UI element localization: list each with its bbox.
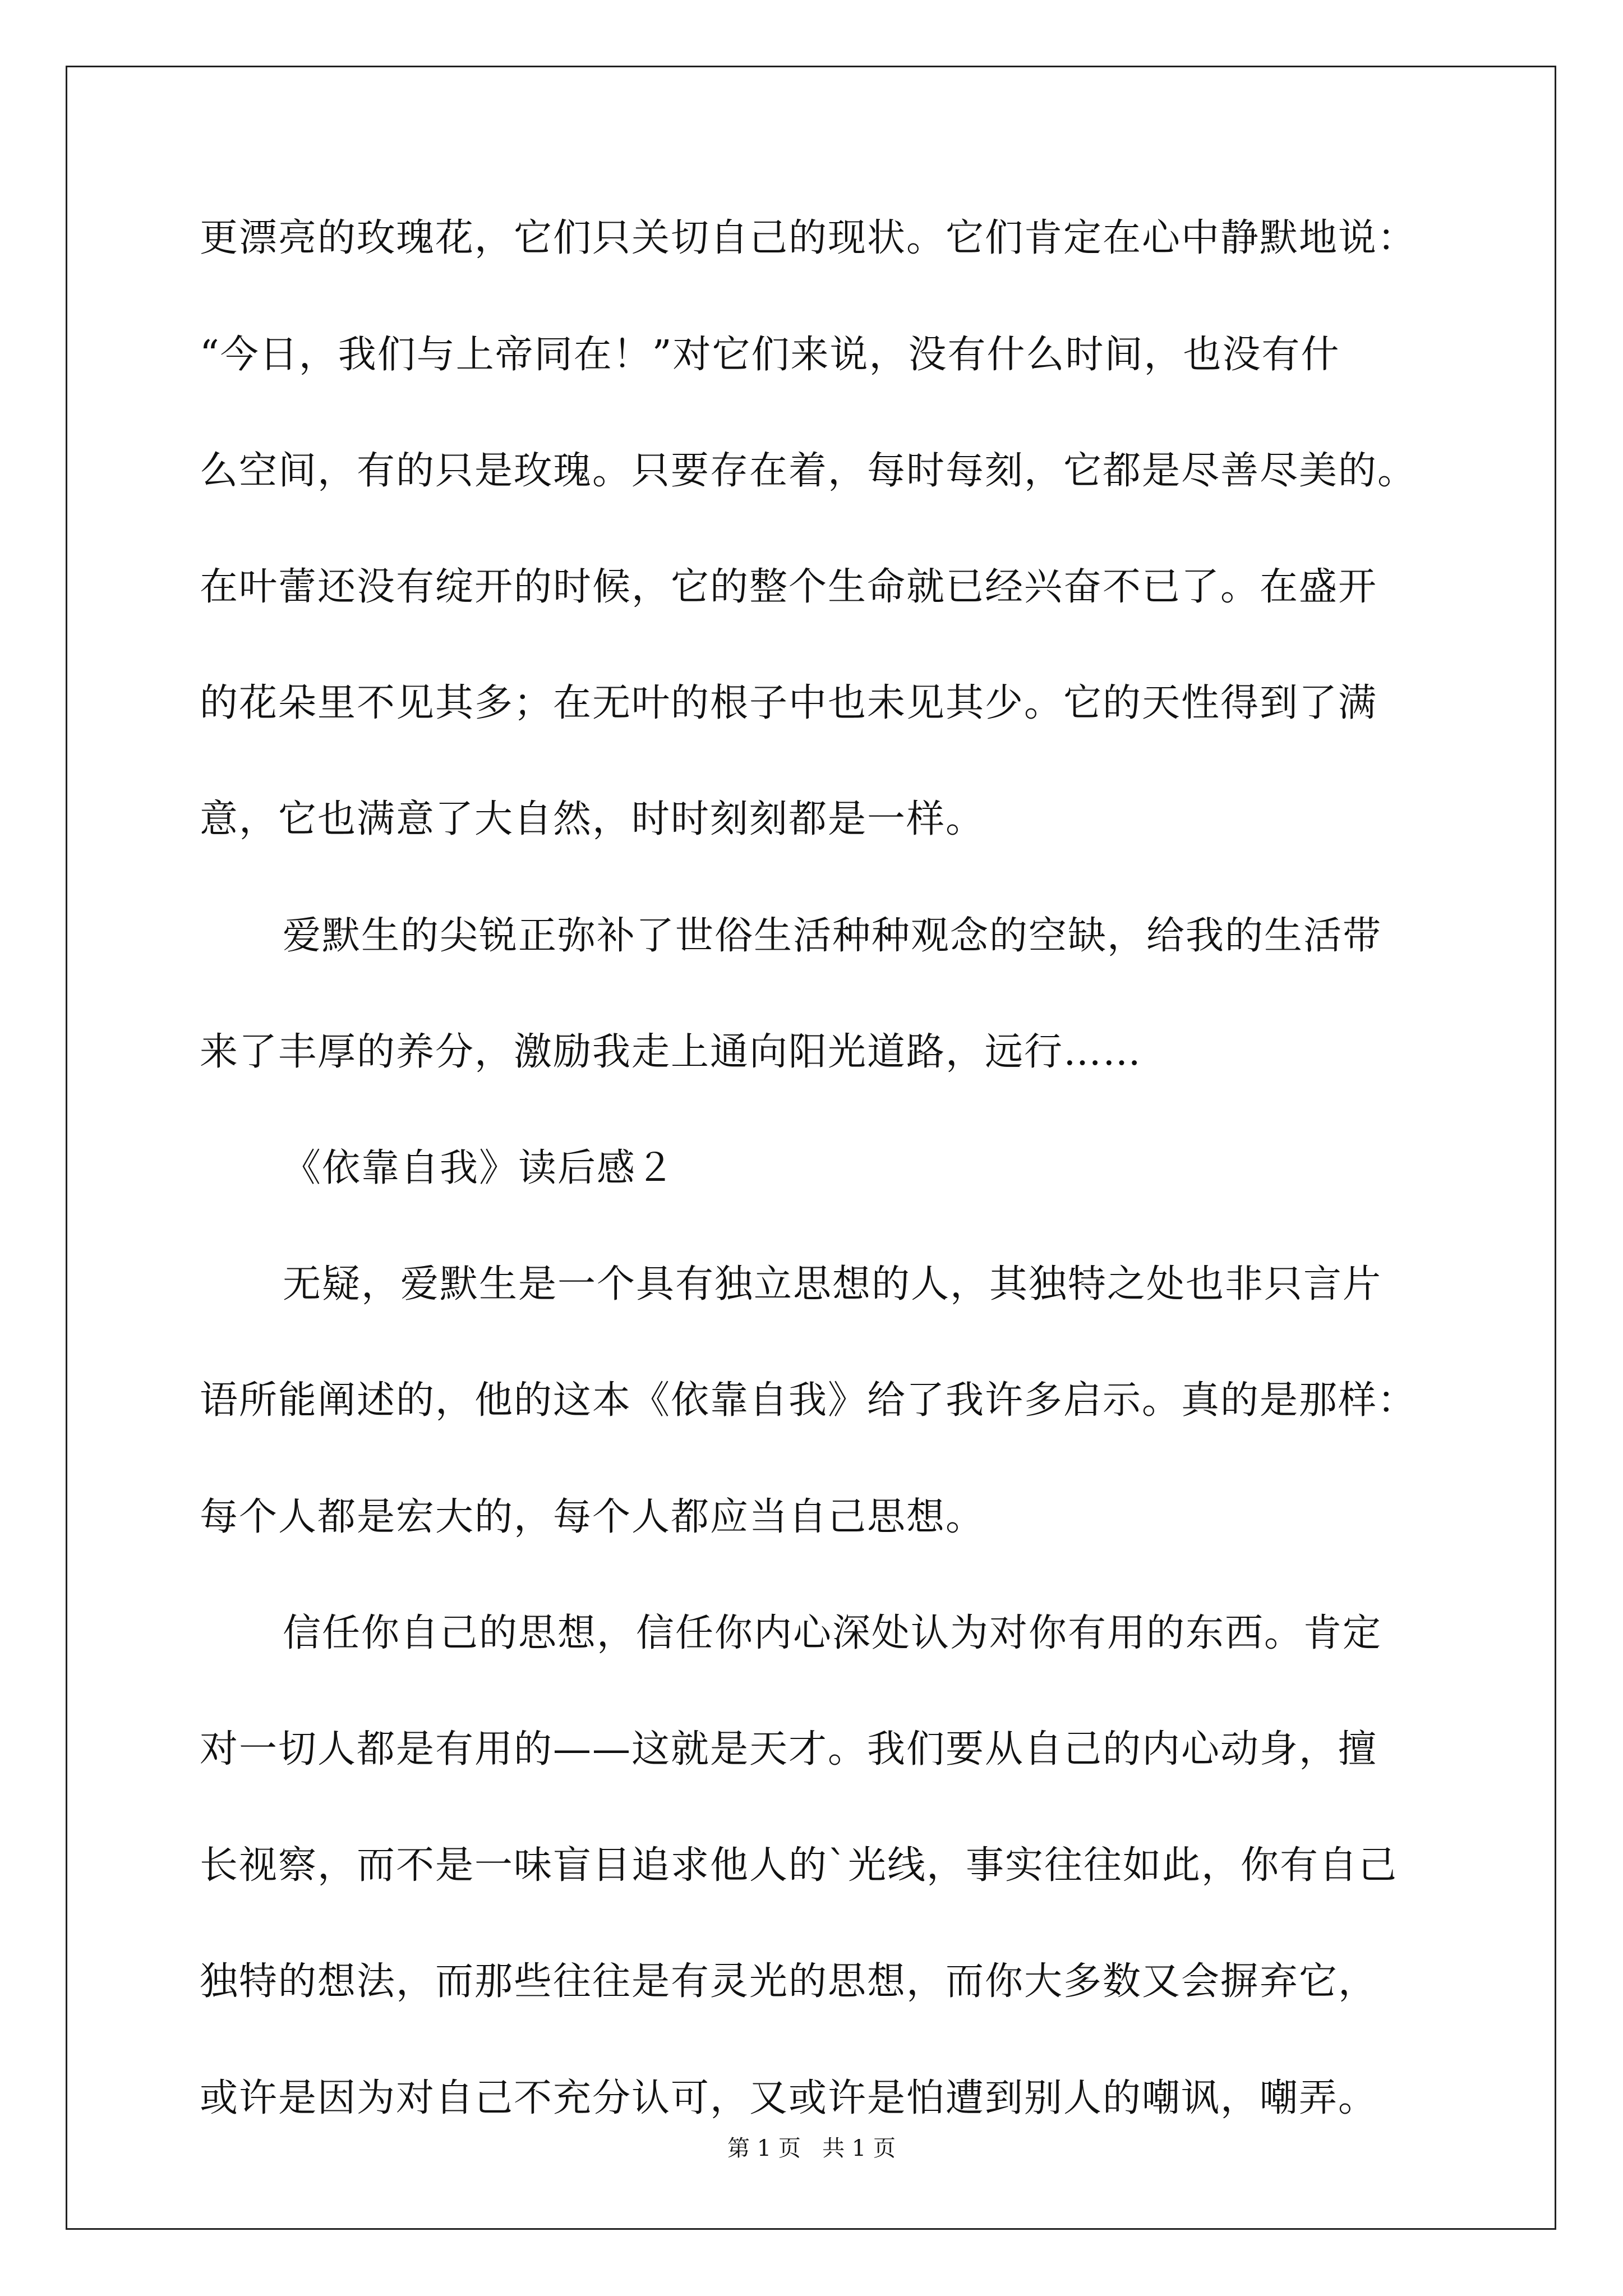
text-line: 么空间，有的只是玫瑰。只要存在着，每时每刻，它都是尽善尽美的。	[200, 449, 1417, 493]
text-line: 的花朵里不见其多；在无叶的根子中也未见其少。它的天性得到了满	[200, 681, 1378, 725]
section-heading: 《依靠自我》读后感２	[283, 1146, 676, 1190]
text-line: “今日，我们与上帝同在！”对它们来说，没有什么时间，也没有什	[200, 333, 1340, 377]
paragraph-start-line: 无疑，爱默生是一个具有独立思想的人，其独特之处也非只言片	[283, 1262, 1382, 1306]
text-line: 更漂亮的玫瑰花，它们只关切自己的现状。它们肯定在心中静默地说：	[200, 216, 1417, 260]
text-line: 意，它也满意了大自然，时时刻刻都是一样。	[200, 797, 985, 841]
text-line: 或许是因为对自己不充分认可，又或许是怕遭到别人的嘲讽，嘲弄。	[200, 2076, 1378, 2120]
paragraph-start-line: 信任你自己的思想，信任你内心深处认为对你有用的东西。肯定	[283, 1611, 1382, 1655]
paragraph-start-line: 爱默生的尖锐正弥补了世俗生活种种观念的空缺，给我的生活带	[283, 914, 1382, 958]
text-line: 独特的想法，而那些往往是有灵光的思想，而你大多数又会摒弃它，	[200, 1959, 1378, 2004]
text-line: 每个人都是宏大的，每个人都应当自己思想。	[200, 1495, 985, 1539]
text-line: 来了丰厚的养分，激励我走上通向阳光道路，远行……	[200, 1030, 1142, 1074]
page-footer: 第 1 页 共 1 页	[727, 2136, 896, 2161]
text-line: 语所能阐述的，他的这本《依靠自我》给了我许多启示。真的是那样：	[200, 1378, 1417, 1423]
text-line: 在叶蕾还没有绽开的时候，它的整个生命就已经兴奋不已了。在盛开	[200, 565, 1378, 609]
text-line: 对一切人都是有用的——这就是天才。我们要从自己的内心动身，擅	[200, 1727, 1378, 1772]
text-line: 长视察，而不是一味盲目追求他人的`光线，事实往往如此，你有自己	[200, 1843, 1398, 1888]
